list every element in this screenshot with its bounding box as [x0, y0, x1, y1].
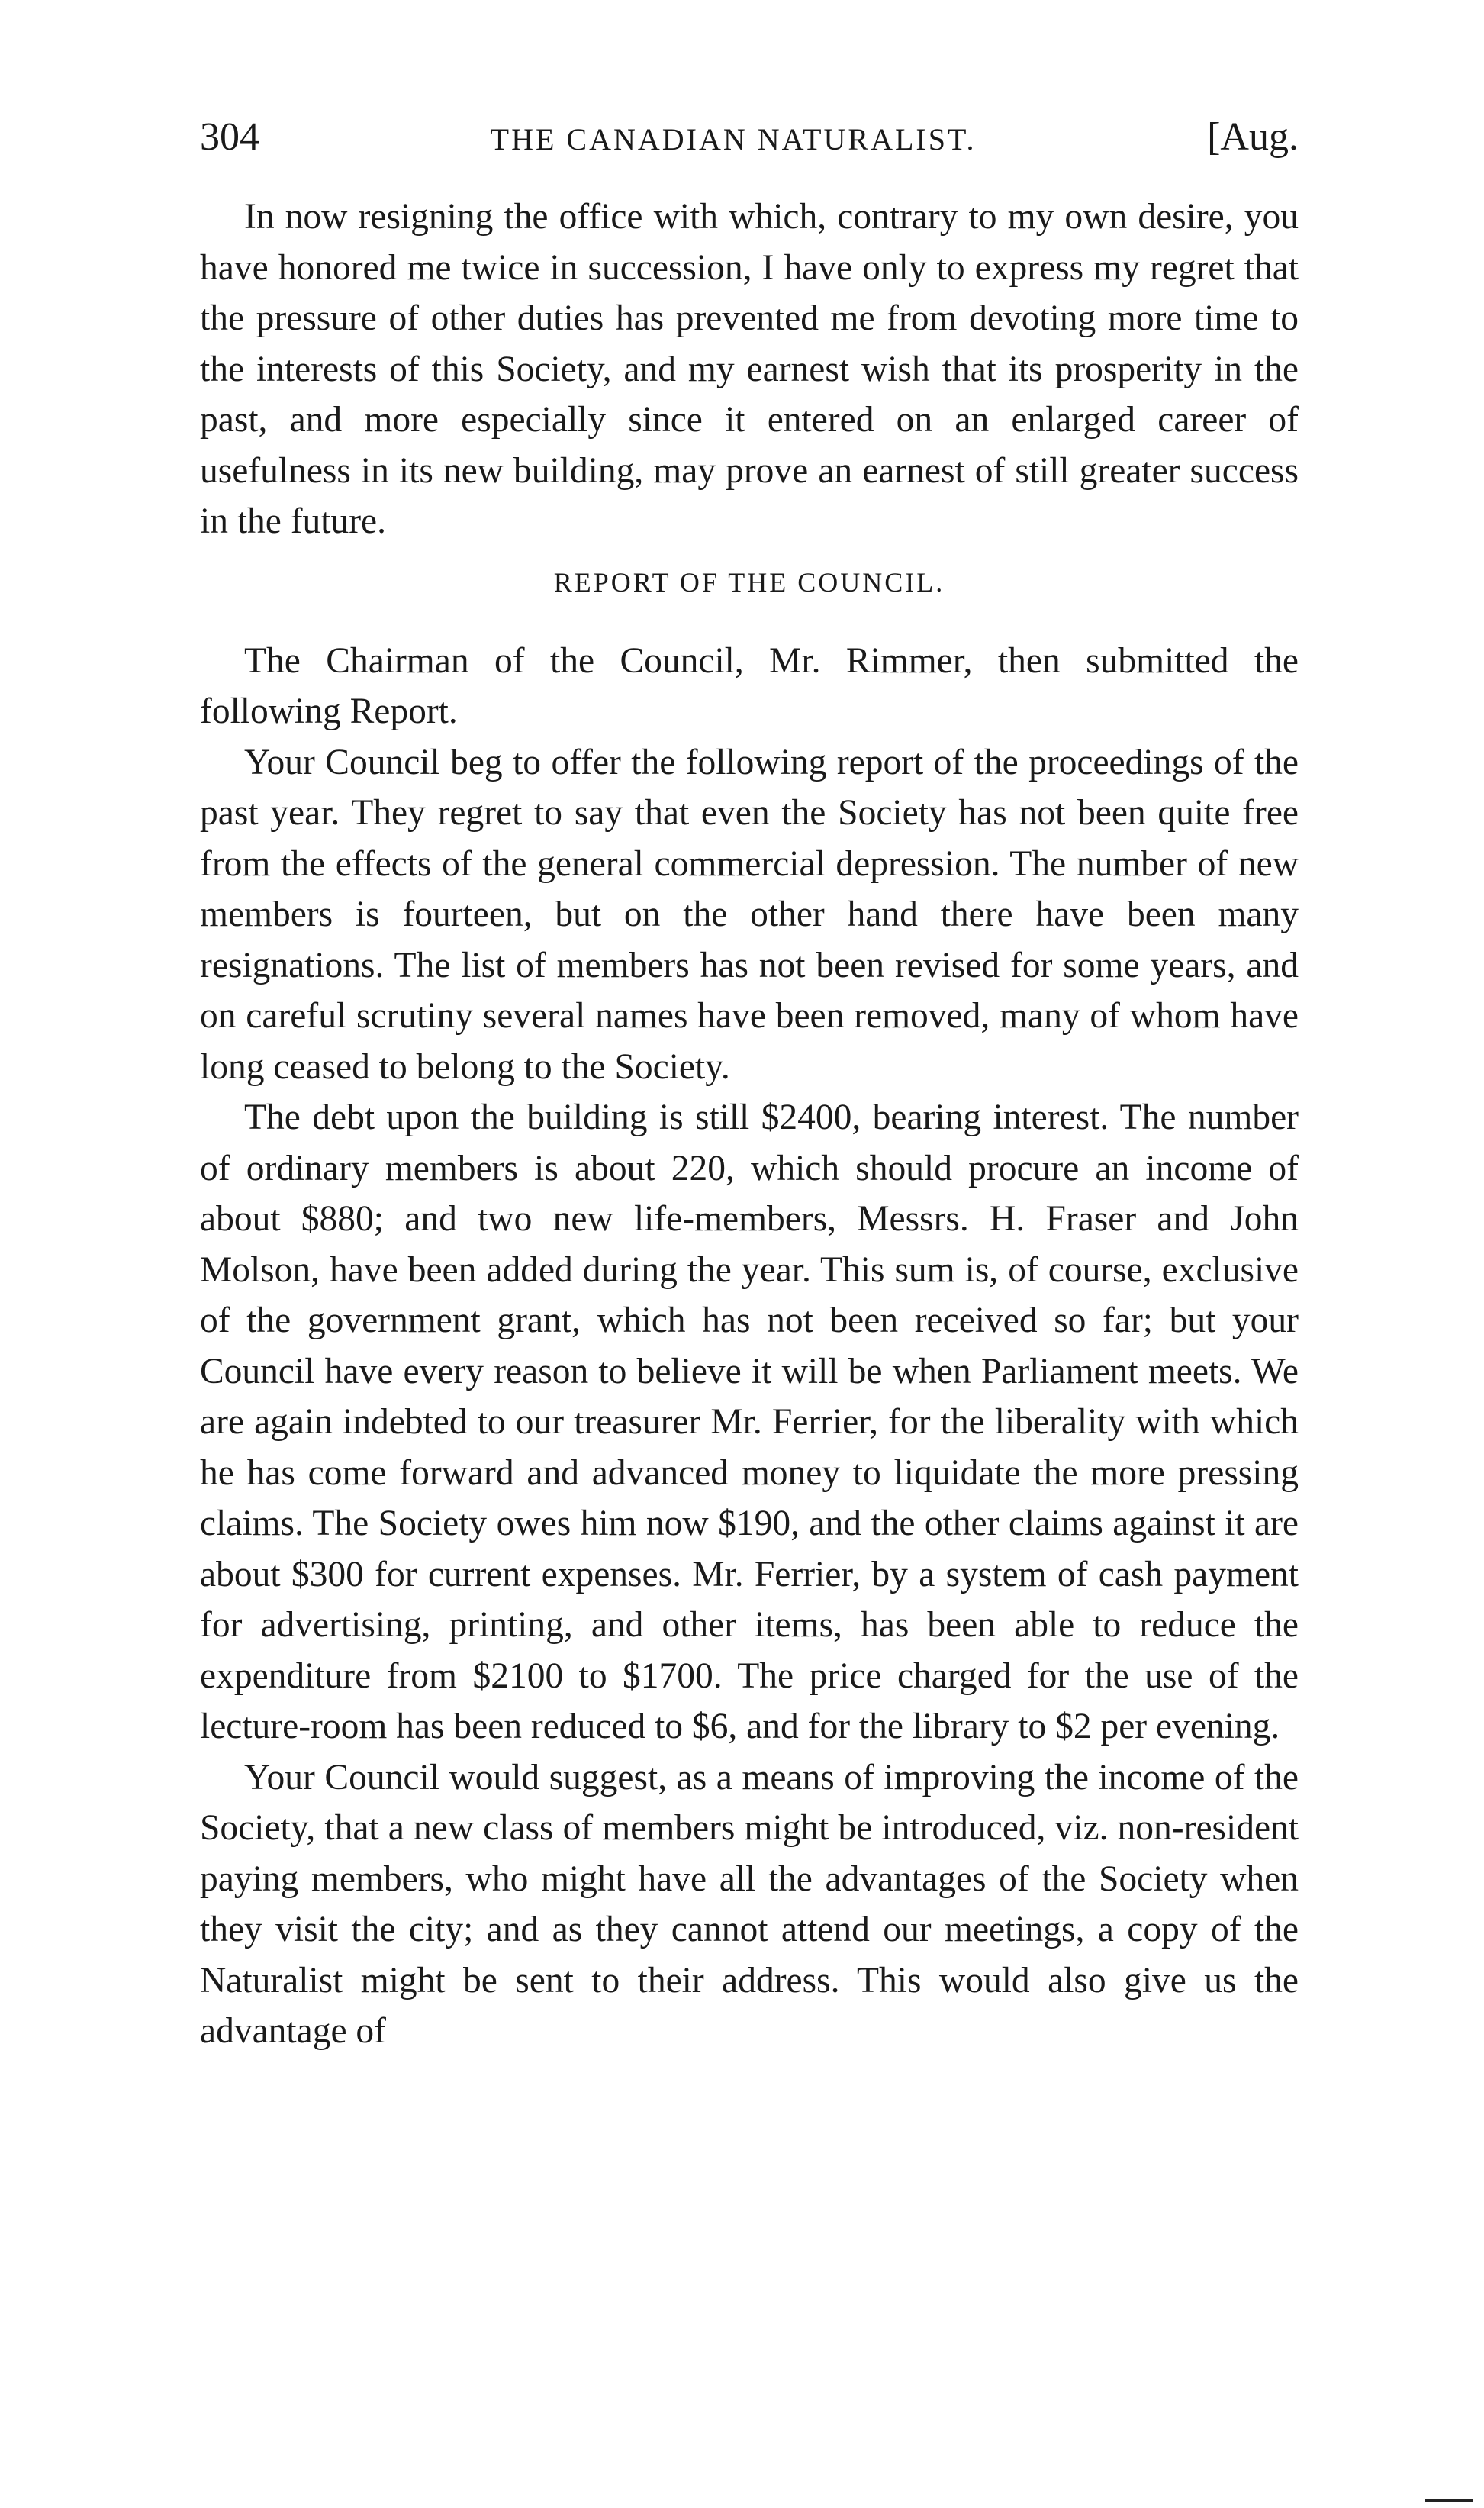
section-heading: REPORT OF THE COUNCIL. [553, 566, 945, 598]
intro-paragraph: In now resigning the office with which, contrary to my own desire, you have honored me twice in succession, I have only to express my regret that the pressure of other duties has prevented me from devoting more time to the interests of this Society, and my earnest wish that its prosperity in the past, and more especially since it entered on an enlarged career of usefulness in its new building, may prove an earnest of still greater success in the future. [200, 197, 1299, 541]
paragraph-council-report: Your Council beg to offer the following report of the proceedings of the past year. They regret to say that even the Society has not been quite free from the effects of the general commercial depression. The number of new members is fourteen, but on the other hand there have been many resignations. The list of members has not been revised for some years, and on careful scrutiny several names have been removed, many of whom have long ceased to belong to the Society. [200, 742, 1299, 1087]
document-page [200, 114, 1299, 2057]
page-edge-mark [1425, 2499, 1473, 2502]
running-header [200, 114, 1299, 163]
page-number: 304 [200, 115, 259, 159]
paragraph-suggestion: Your Council would suggest, as a means of improving the income of the Society, that a new class of members might be introduced, viz. non-resident paying members, who might have all the advantages of the Society when they visit the city; and as they cannot attend our meetings, a copy of the Naturalist might be sent to their address. This would also give us the advantage of [200, 1757, 1299, 2051]
journal-title: THE CANADIAN NATURALIST. [490, 122, 977, 156]
issue-month: [Aug. [1207, 115, 1299, 159]
paragraph-debt: The debt upon the building is still $2400, bearing interest. The number of ordinary members is about 220, which should procure an income of about $880; and two new life-members, Messrs. H. Fraser and John Molson, have been added during the year. This sum is, of course, exclusive of the government grant, which has not been received so far; but your Council have every reason to believe it will be when Parliament meets. We are again indebted to our treasurer Mr. Ferrier, for the liberality with which he has come forward and advanced money to liquidate the more pressing claims. The Society owes him now $190, and the other claims against it are about $300 for current expenses. Mr. Ferrier, by a system of cash payment for advertising, printing, and other items, has been able to reduce the expenditure from $2100 to $1700. The price charged for the use of the lecture-room has been reduced to $6, and for the library to $2 per evening. [200, 1098, 1299, 1746]
paragraph-chairman: The Chairman of the Council, Mr. Rimmer, then submitted the following Report. [200, 640, 1299, 731]
